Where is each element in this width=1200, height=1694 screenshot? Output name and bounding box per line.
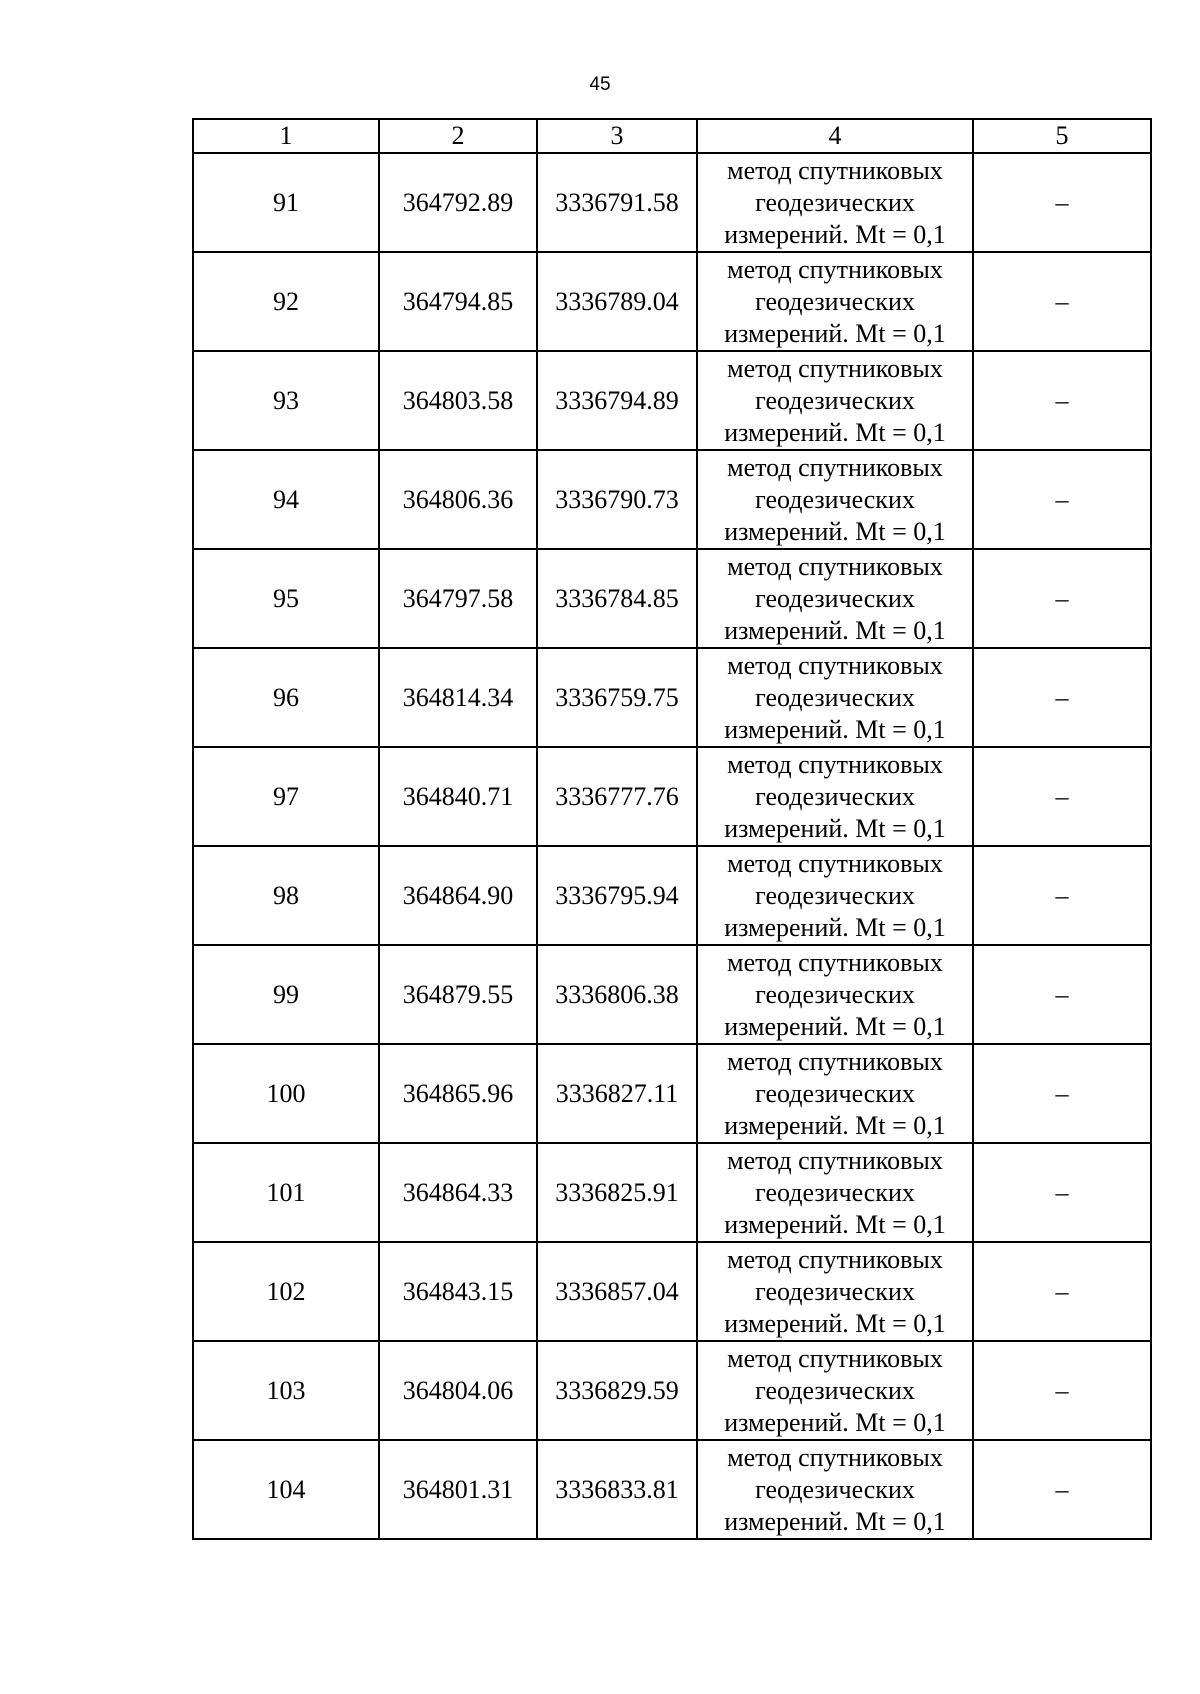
method-line: метод спутниковых [727, 1442, 943, 1472]
header-row [193, 119, 1151, 153]
table-row [193, 1440, 1151, 1539]
method-cell [697, 1143, 973, 1242]
y-coordinate-cell: 3336795.94 [537, 846, 697, 945]
method-line: метод спутниковых [727, 749, 943, 779]
method-line: измерений. Mt = 0,1 [724, 912, 946, 942]
method-cell [697, 351, 973, 450]
method-line: метод спутниковых [727, 1343, 943, 1373]
table-row [193, 747, 1151, 846]
header-col-2: 2 [379, 119, 537, 153]
note-cell: – [973, 1143, 1151, 1242]
method-line: измерений. Mt = 0,1 [724, 318, 946, 348]
method-cell [697, 153, 973, 252]
x-coordinate-cell: 364864.33 [379, 1143, 537, 1242]
note-cell: – [973, 450, 1151, 549]
method-line: измерений. Mt = 0,1 [724, 1110, 946, 1140]
method-line: метод спутниковых [727, 947, 943, 977]
point-number-cell: 101 [193, 1143, 379, 1242]
table-row [193, 1341, 1151, 1440]
point-number-cell: 96 [193, 648, 379, 747]
method-line: измерений. Mt = 0,1 [724, 1209, 946, 1239]
method-line: метод спутниковых [727, 1145, 943, 1175]
method-line: геодезических [755, 880, 915, 910]
header-col-3: 3 [537, 119, 697, 153]
method-line: метод спутниковых [727, 353, 943, 383]
method-line: измерений. Mt = 0,1 [724, 219, 946, 249]
point-number-cell: 104 [193, 1440, 379, 1539]
method-line: измерений. Mt = 0,1 [724, 1011, 946, 1041]
table-body [193, 153, 1151, 1539]
method-line: геодезических [755, 1375, 915, 1405]
point-number-cell: 98 [193, 846, 379, 945]
method-line: измерений. Mt = 0,1 [724, 813, 946, 843]
y-coordinate-cell: 3336759.75 [537, 648, 697, 747]
point-number-cell: 100 [193, 1044, 379, 1143]
method-cell [697, 747, 973, 846]
table-row [193, 450, 1151, 549]
method-line: геодезических [755, 484, 915, 514]
point-number-cell: 97 [193, 747, 379, 846]
point-number-cell: 91 [193, 153, 379, 252]
method-line: геодезических [755, 781, 915, 811]
note-cell: – [973, 153, 1151, 252]
method-line: геодезических [755, 1177, 915, 1207]
method-line: метод спутниковых [727, 1244, 943, 1274]
method-cell [697, 846, 973, 945]
y-coordinate-cell: 3336789.04 [537, 252, 697, 351]
y-coordinate-cell: 3336825.91 [537, 1143, 697, 1242]
method-cell [697, 450, 973, 549]
note-cell: – [973, 648, 1151, 747]
note-cell: – [973, 1242, 1151, 1341]
y-coordinate-cell: 3336833.81 [537, 1440, 697, 1539]
method-cell [697, 1341, 973, 1440]
method-line: геодезических [755, 1276, 915, 1306]
method-line: метод спутниковых [727, 1046, 943, 1076]
header-col-5: 5 [973, 119, 1151, 153]
method-line: метод спутниковых [727, 254, 943, 284]
method-line: геодезических [755, 583, 915, 613]
method-line: геодезических [755, 1078, 915, 1108]
method-cell [697, 549, 973, 648]
table-row [193, 252, 1151, 351]
table-row [193, 549, 1151, 648]
note-cell: – [973, 1341, 1151, 1440]
method-line: измерений. Mt = 0,1 [724, 714, 946, 744]
y-coordinate-cell: 3336857.04 [537, 1242, 697, 1341]
x-coordinate-cell: 364806.36 [379, 450, 537, 549]
table-row [193, 351, 1151, 450]
header-col-1: 1 [193, 119, 379, 153]
coordinates-table [192, 118, 1152, 1540]
method-line: метод спутниковых [727, 551, 943, 581]
method-line: геодезических [755, 385, 915, 415]
x-coordinate-cell: 364864.90 [379, 846, 537, 945]
point-number-cell: 94 [193, 450, 379, 549]
method-line: метод спутниковых [727, 452, 943, 482]
x-coordinate-cell: 364794.85 [379, 252, 537, 351]
point-number-cell: 102 [193, 1242, 379, 1341]
point-number-cell: 93 [193, 351, 379, 450]
note-cell: – [973, 252, 1151, 351]
point-number-cell: 99 [193, 945, 379, 1044]
method-line: геодезических [755, 682, 915, 712]
x-coordinate-cell: 364801.31 [379, 1440, 537, 1539]
table-row [193, 945, 1151, 1044]
note-cell: – [973, 351, 1151, 450]
table-row [193, 1143, 1151, 1242]
table-row [193, 1044, 1151, 1143]
method-line: геодезических [755, 1474, 915, 1504]
y-coordinate-cell: 3336794.89 [537, 351, 697, 450]
page-number: 45 [589, 74, 611, 95]
method-cell [697, 648, 973, 747]
table-header [193, 119, 1151, 153]
method-cell [697, 1242, 973, 1341]
header-col-4: 4 [697, 119, 973, 153]
method-line: метод спутниковых [727, 650, 943, 680]
method-line: измерений. Mt = 0,1 [724, 516, 946, 546]
method-line: метод спутниковых [727, 155, 943, 185]
x-coordinate-cell: 364797.58 [379, 549, 537, 648]
table-row [193, 153, 1151, 252]
x-coordinate-cell: 364865.96 [379, 1044, 537, 1143]
y-coordinate-cell: 3336827.11 [537, 1044, 697, 1143]
method-line: геодезических [755, 187, 915, 217]
method-cell [697, 945, 973, 1044]
table-row [193, 846, 1151, 945]
note-cell: – [973, 945, 1151, 1044]
x-coordinate-cell: 364792.89 [379, 153, 537, 252]
table-row [193, 1242, 1151, 1341]
y-coordinate-cell: 3336784.85 [537, 549, 697, 648]
method-line: измерений. Mt = 0,1 [724, 1506, 946, 1536]
method-cell [697, 1440, 973, 1539]
method-cell [697, 1044, 973, 1143]
x-coordinate-cell: 364879.55 [379, 945, 537, 1044]
x-coordinate-cell: 364814.34 [379, 648, 537, 747]
note-cell: – [973, 747, 1151, 846]
method-cell [697, 252, 973, 351]
x-coordinate-cell: 364843.15 [379, 1242, 537, 1341]
y-coordinate-cell: 3336790.73 [537, 450, 697, 549]
note-cell: – [973, 549, 1151, 648]
note-cell: – [973, 846, 1151, 945]
x-coordinate-cell: 364803.58 [379, 351, 537, 450]
y-coordinate-cell: 3336829.59 [537, 1341, 697, 1440]
method-line: геодезических [755, 286, 915, 316]
point-number-cell: 92 [193, 252, 379, 351]
y-coordinate-cell: 3336791.58 [537, 153, 697, 252]
method-line: измерений. Mt = 0,1 [724, 417, 946, 447]
note-cell: – [973, 1044, 1151, 1143]
point-number-cell: 103 [193, 1341, 379, 1440]
method-line: геодезических [755, 979, 915, 1009]
method-line: измерений. Mt = 0,1 [724, 615, 946, 645]
y-coordinate-cell: 3336806.38 [537, 945, 697, 1044]
method-line: измерений. Mt = 0,1 [724, 1407, 946, 1437]
y-coordinate-cell: 3336777.76 [537, 747, 697, 846]
note-cell: – [973, 1440, 1151, 1539]
table-row [193, 648, 1151, 747]
method-line: измерений. Mt = 0,1 [724, 1308, 946, 1338]
method-line: метод спутниковых [727, 848, 943, 878]
x-coordinate-cell: 364840.71 [379, 747, 537, 846]
x-coordinate-cell: 364804.06 [379, 1341, 537, 1440]
point-number-cell: 95 [193, 549, 379, 648]
